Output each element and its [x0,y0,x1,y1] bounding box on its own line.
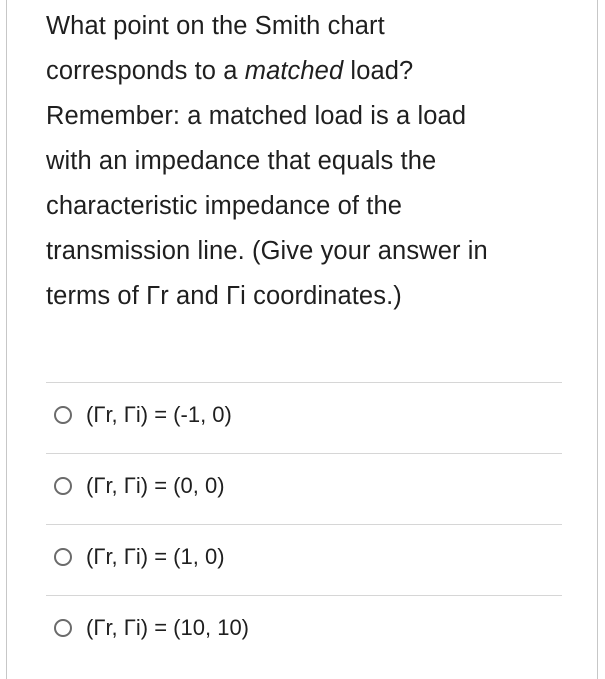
answer-option-2[interactable] [54,466,554,506]
divider [46,453,562,454]
question-text [46,4,576,319]
answer-option-4[interactable] [54,608,554,648]
question-line-2-start: corresponds to a [46,57,245,85]
question-line-7: terms of Γr and Γi coordinates.) [46,282,402,310]
answer-option-label: (Γr, Γi) = (-1, 0) [86,402,232,427]
answer-option-3[interactable] [54,537,554,577]
radio-button[interactable] [54,406,72,424]
radio-button[interactable] [54,477,72,495]
question-card [6,0,598,679]
divider [46,595,562,596]
question-line-2-end: load? [343,57,414,85]
question-line-5: characteristic impedance of the [46,192,403,220]
question-line-6: transmission line. (Give your answer in [46,237,488,265]
question-line-4: with an impedance that equals the [46,147,437,175]
question-line-1: What point on the Smith chart [46,12,385,40]
answer-option-label: (Γr, Γi) = (1, 0) [86,544,225,569]
radio-button[interactable] [54,548,72,566]
radio-button[interactable] [54,619,72,637]
question-emphasis: matched [244,57,344,85]
divider [46,382,562,383]
answer-option-label: (Γr, Γi) = (10, 10) [86,615,250,640]
divider [46,524,562,525]
answer-option-1[interactable] [54,395,554,435]
question-line-3: Remember: a matched load is a load [46,102,467,130]
answer-option-label: (Γr, Γi) = (0, 0) [86,473,225,498]
